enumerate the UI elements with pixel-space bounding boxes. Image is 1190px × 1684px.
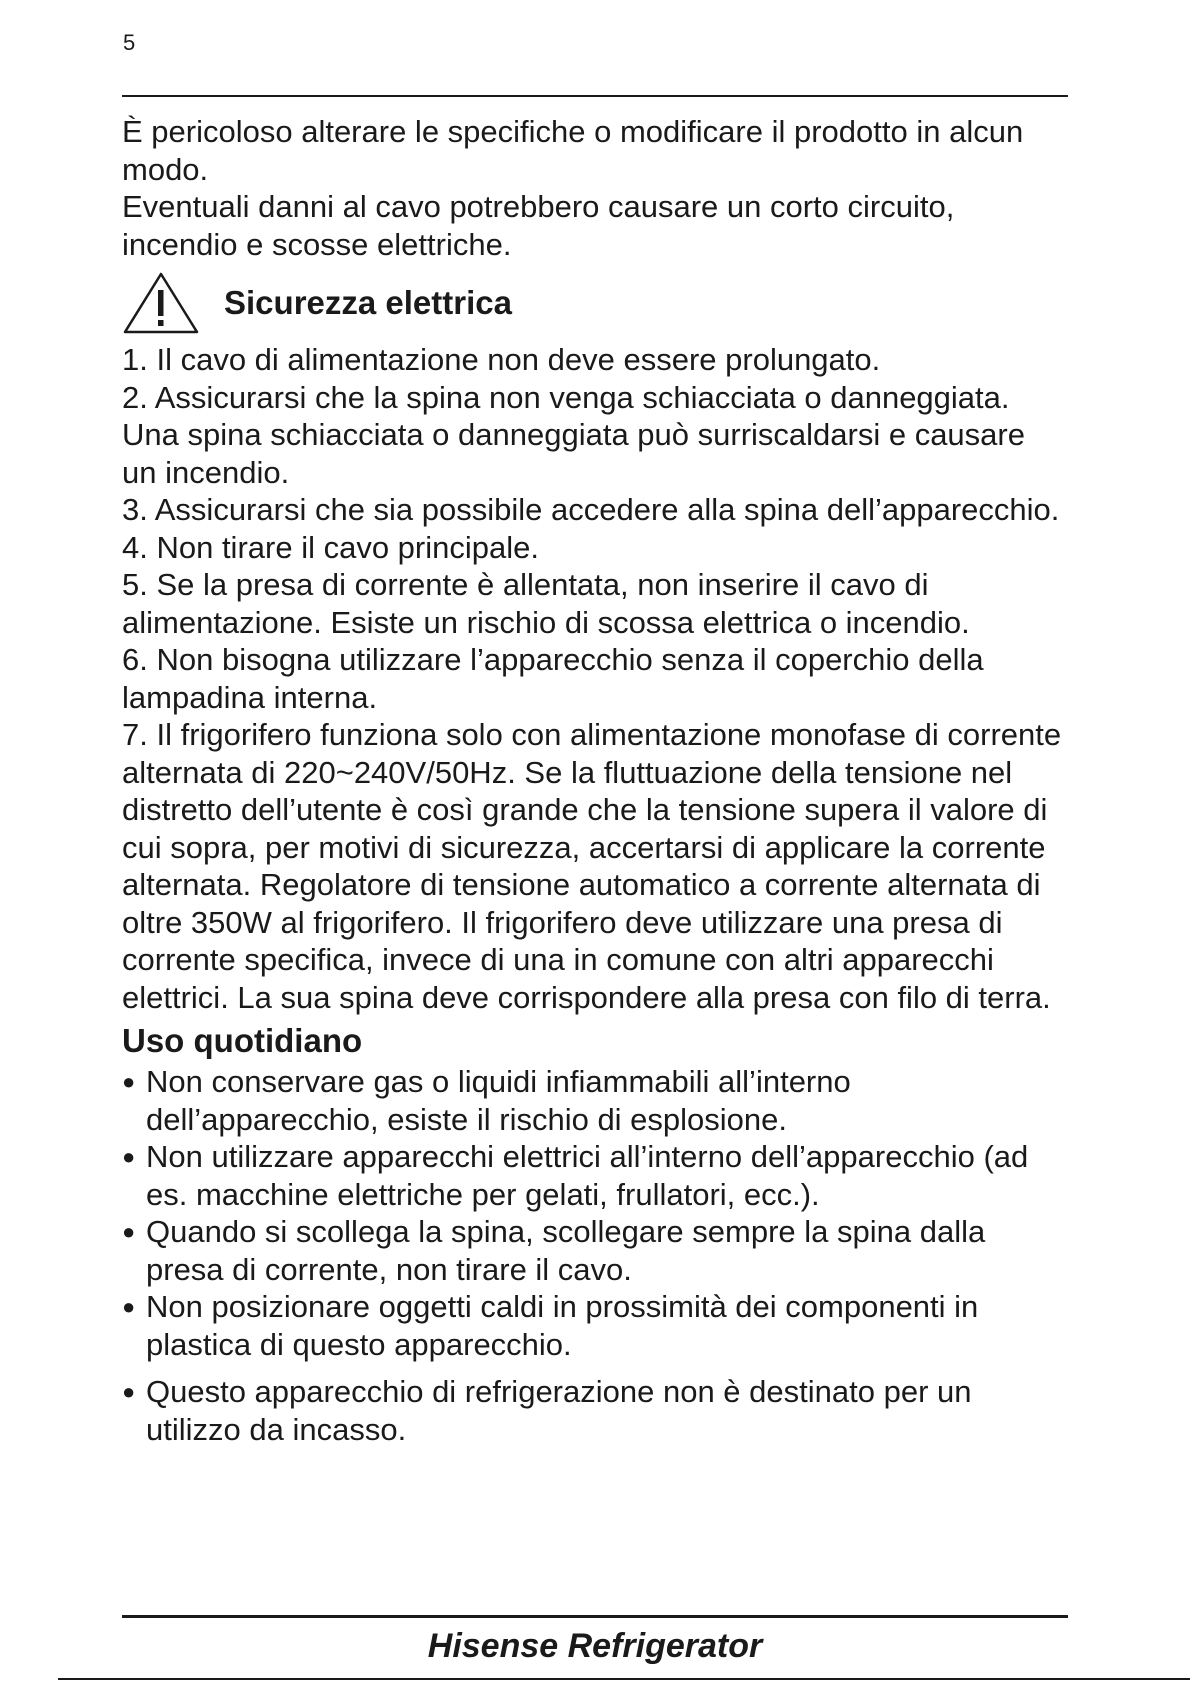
list-item (122, 1138, 1068, 1213)
safety-item: 4. Non tirare il cavo principale. (122, 529, 539, 565)
safety-item: 1. Il cavo di alimentazione non deve essere prolungato. (122, 342, 881, 377)
warning-triangle-icon (122, 270, 200, 336)
safety-item: 6. Non bisogna utilizzare l’apparecchio senza il coperchio della lampadina interna. (122, 642, 984, 715)
list-item (122, 1213, 1068, 1288)
electrical-safety-heading (122, 269, 1068, 337)
list-item-text: Non posizionare oggetti caldi in prossimità dei componenti in plastica di questo apparecchio. (146, 1289, 979, 1362)
bullet-icon: ● (122, 1069, 136, 1094)
section-title: Sicurezza elettrica (224, 284, 512, 322)
list-item-text: Non utilizzare apparecchi elettrici all’interno dell’apparecchio (ad es. macchine elettriche per gelati, frullatori, ecc.). (146, 1139, 1029, 1212)
bullet-icon: ● (122, 1294, 136, 1319)
safety-item: 7. Il frigorifero funziona solo con alimentazione monofase di corrente alternata di 220~240V/50Hz. Se la fluttuazione della tensione nel distretto dell’utente è così grande che la tensione supera il valore di cui sopra, per motivi di sicurezza, accertarsi di applicare la corrente alternata. Regolatore di tensione automatico a corrente alternata di oltre 350W al frigorifero. Il frigorifero deve utilizzare una presa di corrente specifica, invece di una in comune con altri apparecchi elettrici. La sua spina deve corrispondere alla presa con filo di terra. (122, 717, 1062, 1015)
intro-paragraph: È pericoloso alterare le specifiche o modificare il prodotto in alcun modo. (122, 114, 1024, 187)
list-item (122, 1288, 1068, 1363)
bullet-icon: ● (122, 1219, 136, 1244)
list-item-text: Non conservare gas o liquidi infiammabili all’interno dell’apparecchio, esiste il rischio di esplosione. (146, 1064, 851, 1137)
footer-divider (122, 1615, 1068, 1618)
page-content (122, 113, 1068, 1448)
safety-item: 2. Assicurarsi che la spina non venga schiacciata o danneggiata. Una spina schiacciata o danneggiata può surriscaldarsi e causare un incendio. (122, 379, 1025, 490)
page-bottom-divider (58, 1678, 1190, 1680)
daily-use-list (122, 1063, 1068, 1448)
list-item (122, 1063, 1068, 1138)
list-item (122, 1373, 1068, 1448)
safety-item: 5. Se la presa di corrente è allentata, non inserire il cavo di alimentazione. Esiste un rischio di scossa elettrica o incendio. (122, 567, 970, 640)
intro-paragraph: Eventuali danni al cavo potrebbero causare un corto circuito, incendio e scosse elettriche. (122, 189, 955, 262)
bullet-icon: ● (122, 1379, 136, 1404)
list-item-text: Questo apparecchio di refrigerazione non è destinato per un utilizzo da incasso. (146, 1374, 972, 1447)
bullet-icon: ● (122, 1144, 136, 1169)
list-item-text: Quando si scollega la spina, scollegare sempre la spina dalla presa di corrente, non tirare il cavo. (146, 1214, 986, 1287)
page-number: 5 (123, 30, 136, 55)
footer-brand: Hisense Refrigerator (427, 1627, 763, 1665)
header-divider (122, 95, 1068, 97)
safety-item: 3. Assicurarsi che sia possibile accedere alla spina dell’apparecchio. (122, 492, 1060, 527)
daily-use-heading: Uso quotidiano (122, 1022, 363, 1059)
